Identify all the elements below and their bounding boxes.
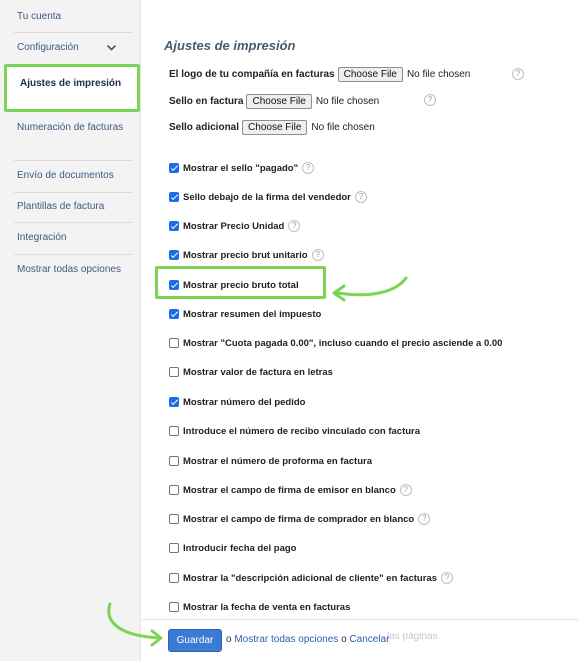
stamp-choose-file-button[interactable]: Choose File [246,94,311,109]
help-icon[interactable]: ? [512,68,524,80]
sidebar-item-envio[interactable]: Envío de documentos [17,170,114,181]
print-settings-panel [141,0,578,661]
stamp-file-label: Sello en factura [169,95,244,107]
logo-file-field [169,66,470,82]
print-option-label: Mostrar el número de proforma en factura [183,455,372,467]
background-text: las páginas [387,631,438,642]
help-icon[interactable]: ? [302,162,314,174]
print-option-row[interactable] [169,395,305,409]
print-option-row[interactable] [169,571,453,585]
print-option-checkbox[interactable] [169,367,179,377]
print-option-checkbox[interactable] [169,309,179,319]
print-option-label: Mostrar el campo de firma de emisor en blanco [183,484,396,496]
print-option-checkbox[interactable] [169,543,179,553]
sidebar-item-ajustes-impresion[interactable] [4,64,140,112]
sidebar-divider [14,32,132,33]
sidebar-item-plantillas[interactable]: Plantillas de factura [17,201,105,212]
print-option-label: Mostrar "Cuota pagada 0.00", incluso cuando el precio asciende a 0.00 [183,337,503,349]
print-option-label: Mostrar valor de factura en letras [183,366,333,378]
print-option-checkbox[interactable] [169,573,179,583]
print-option-row[interactable] [169,424,420,438]
or-text: o [341,634,347,645]
print-option-checkbox[interactable] [169,602,179,612]
print-option-label: Mostrar resumen del impuesto [183,308,322,320]
print-option-row[interactable] [169,336,502,350]
print-option-checkbox[interactable] [169,426,179,436]
form-actions-links [226,634,389,645]
print-option-checkbox[interactable] [169,456,179,466]
or-text: o [226,634,232,645]
print-option-checkbox[interactable] [169,192,179,202]
additional-stamp-file-status: No file chosen [311,121,375,133]
stamp-file-field [169,93,379,109]
print-option-row[interactable] [169,248,324,262]
print-option-row[interactable] [169,512,430,526]
save-button[interactable]: Guardar [168,629,222,652]
sidebar-divider [14,192,132,193]
print-option-label: Introduce el número de recibo vinculado con factura [183,425,421,437]
help-icon[interactable]: ? [312,249,324,261]
print-option-checkbox[interactable] [169,485,179,495]
print-option-row[interactable] [169,307,321,321]
annotation-arrow-icon [100,598,170,648]
cancel-link[interactable]: Cancelar [349,634,390,645]
show-all-options-link[interactable]: Mostrar todas opciones [234,634,339,645]
print-option-row[interactable] [169,161,314,175]
print-option-row[interactable] [169,454,372,468]
print-option-label: Mostrar el sello "pagado" [183,162,299,174]
print-option-label: Mostrar número del pedido [183,396,306,408]
sidebar-item-configuracion[interactable]: Configuración [17,42,79,53]
print-option-label: Mostrar la "descripción adicional de cliente" en facturas [183,572,437,584]
print-option-row[interactable] [169,190,367,204]
print-option-label: Mostrar el campo de firma de comprador en blanco [183,513,415,525]
chevron-down-icon[interactable] [106,42,117,53]
print-option-row[interactable] [169,219,300,233]
print-option-row[interactable] [169,600,350,614]
annotation-arrow-icon [326,270,416,310]
help-icon[interactable]: ? [441,572,453,584]
sidebar-divider [14,222,132,223]
additional-stamp-file-label: Sello adicional [169,121,240,133]
help-icon[interactable]: ? [288,220,300,232]
help-icon[interactable]: ? [418,513,430,525]
print-option-checkbox[interactable] [169,338,179,348]
logo-file-status: No file chosen [406,68,471,80]
settings-sidebar [0,0,141,661]
print-option-checkbox[interactable] [169,397,179,407]
print-option-label: Mostrar Precio Unidad [183,220,285,232]
help-icon[interactable]: ? [400,484,412,496]
print-option-row[interactable] [169,541,297,555]
page-title: Ajustes de impresión [164,38,296,53]
sidebar-item-tu-cuenta[interactable]: Tu cuenta [17,11,62,22]
print-option-row[interactable] [169,278,299,292]
print-option-checkbox[interactable] [169,163,179,173]
print-option-label: Mostrar precio bruto total [183,279,299,291]
logo-choose-file-button[interactable]: Choose File [338,67,403,82]
print-option-checkbox[interactable] [169,514,179,524]
help-icon[interactable]: ? [355,191,367,203]
print-option-label: Introducir fecha del pago [183,542,297,554]
print-option-checkbox[interactable] [169,280,179,290]
sidebar-item-numeracion[interactable]: Numeración de facturas [17,122,124,133]
stamp-file-status: No file chosen [315,95,380,107]
print-option-checkbox[interactable] [169,250,179,260]
sidebar-item-mostrar-todas[interactable]: Mostrar todas opciones [17,264,121,275]
print-option-row[interactable] [169,365,333,379]
logo-file-label: El logo de tu compañía en facturas [169,68,335,80]
additional-stamp-file-field [169,119,375,135]
sidebar-item-integracion[interactable]: Integración [17,232,67,243]
print-option-row[interactable] [169,483,412,497]
sidebar-divider [14,160,132,161]
sidebar-divider [14,254,132,255]
print-option-label: Mostrar la fecha de venta en facturas [183,601,351,613]
additional-stamp-choose-file-button[interactable]: Choose File [242,120,307,135]
sidebar-item-label: Ajustes de impresión [20,78,122,89]
print-option-checkbox[interactable] [169,221,179,231]
print-option-label: Sello debajo de la firma del vendedor [183,191,351,203]
help-icon[interactable]: ? [424,94,436,106]
print-option-label: Mostrar precio brut unitario [183,249,308,261]
